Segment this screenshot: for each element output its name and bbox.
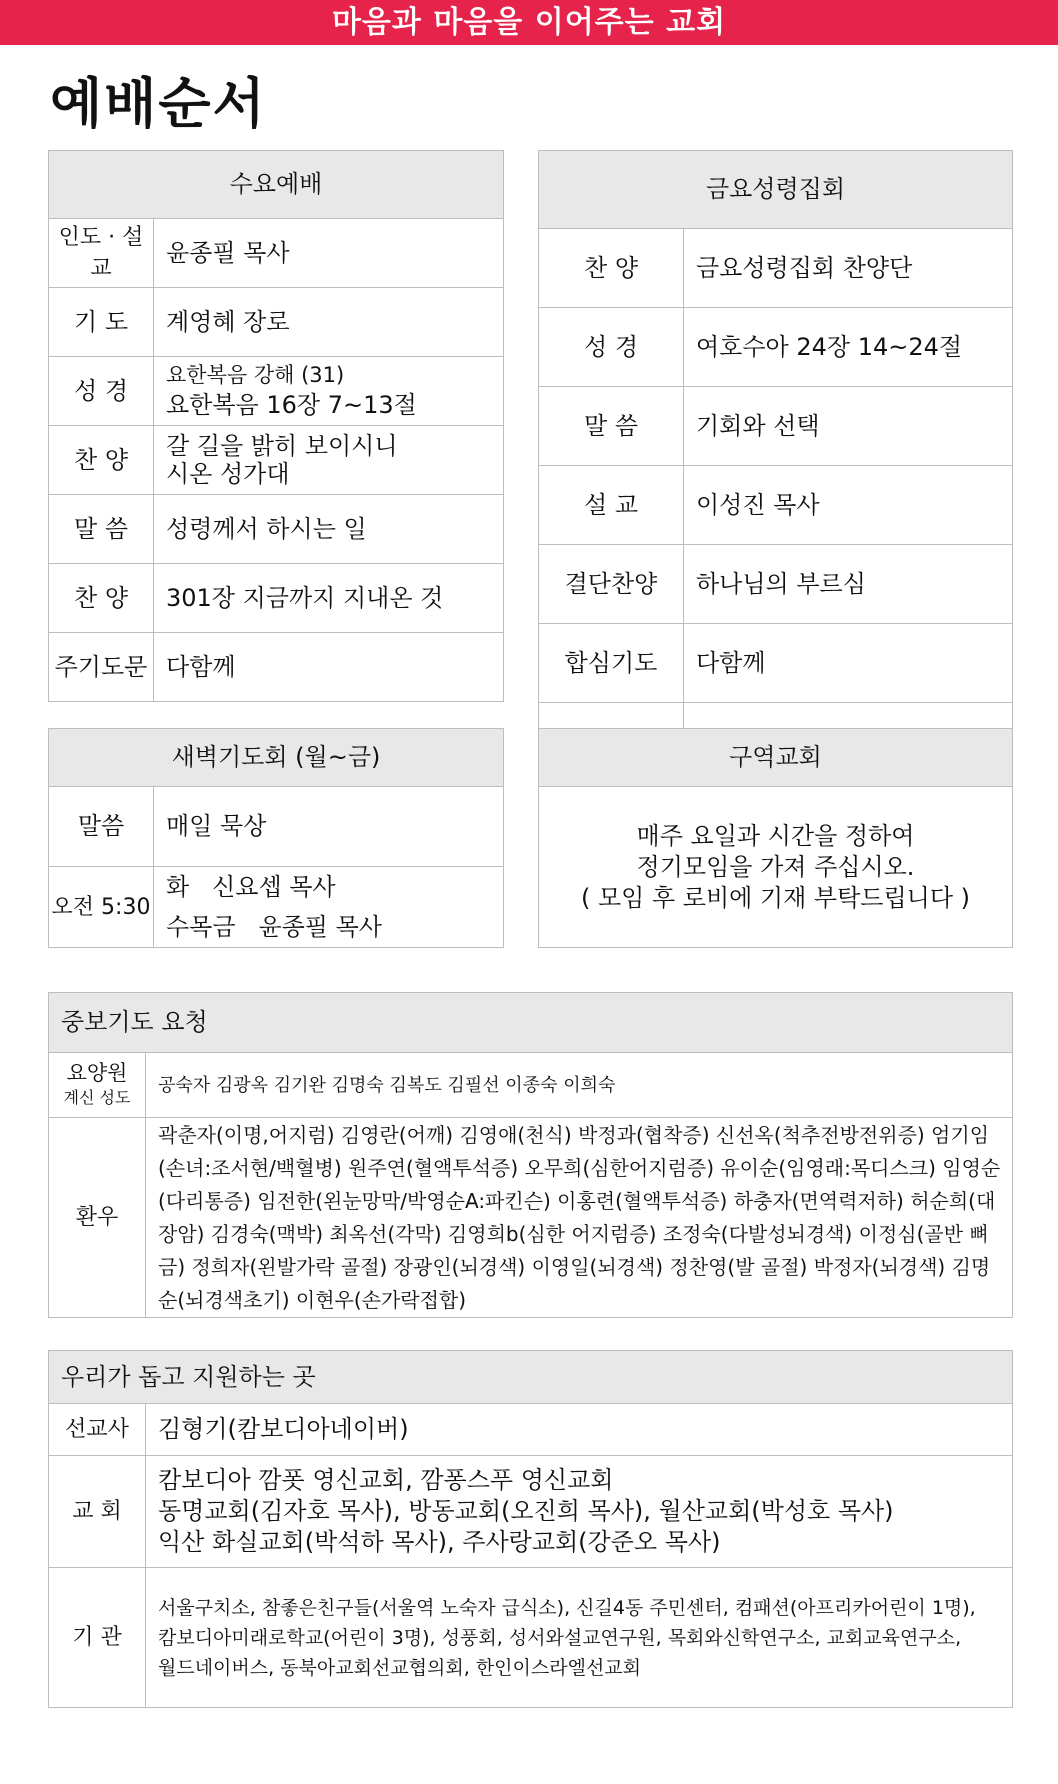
wednesday-service-table [48, 150, 504, 702]
support-title: 우리가 돕고 지원하는 곳 [49, 1351, 1013, 1404]
friday-row-label: 성 경 [539, 308, 684, 387]
friday-row-value: 다함께 [684, 624, 1013, 703]
wednesday-row-label: 성 경 [49, 357, 154, 426]
wednesday-row-label: 주기도문 [49, 633, 154, 702]
friday-row-value: 금요성령집회 찬양단 [684, 229, 1013, 308]
friday-row-label: 합심기도 [539, 624, 684, 703]
district-note: 매주 요일과 시간을 정하여 정기모임을 가져 주십시오. ( 모임 후 로비에 기재 부탁드립니다 ) [539, 787, 1013, 948]
wednesday-row-value: 윤종필 목사 [154, 219, 504, 288]
friday-empty-cell [684, 703, 1013, 731]
intercession-row-value: 공숙자 김광옥 김기완 김명숙 김복도 김필선 이종숙 이희숙 [146, 1053, 1013, 1118]
friday-empty-cell [539, 703, 684, 731]
wednesday-row-label: 찬 양 [49, 564, 154, 633]
intercession-row-value: 곽춘자(이명,어지럼) 김영란(어깨) 김영애(천식) 박정과(협착증) 신선옥(척추전방전위증) 엄기임(손녀:조서현/백혈병) 원주연(혈액투석증) 오무희(심한어지럼증) 유이순(임영래:목디스크) 임영순(다리통증) 임전한(왼눈망막/박영순A:파킨슨) 이홍련(혈액투석증) 하충자(면역력저하) 허순희(대장암) 김경숙(맥박) 최옥선(각막) 김영희b(심한 어지럼증) 조정숙(다발성뇌경색) 이정심(골반 뼈 금) 정희자(왼발가락 골절) 장광인(뇌경색) 이영일(뇌경색) 정찬영(발 골절) 박정자(뇌경색) 김명순(뇌경색초기) 이현우(손가락접합) [146, 1118, 1013, 1318]
friday-row-label: 찬 양 [539, 229, 684, 308]
friday-row-label: 말 씀 [539, 387, 684, 466]
wednesday-row-label: 인도 · 설교 [49, 219, 154, 288]
friday-service-table [538, 150, 1013, 731]
dawn-prayer-table [48, 728, 504, 948]
top-banner: 마음과 마음을 이어주는 교회 [0, 0, 1058, 45]
dawn-row-value: 매일 묵상 [154, 787, 504, 867]
wednesday-title: 수요예배 [49, 151, 504, 219]
intercession-table [48, 992, 1013, 1318]
dawn-row-label: 오전 5:30 [49, 867, 154, 948]
support-row-label: 기 관 [49, 1568, 146, 1708]
support-row-value: 서울구치소, 참좋은친구들(서울역 노숙자 급식소), 신길4동 주민센터, 컴패션(아프리카어린이 1명), 캄보디아미래로학교(어린이 3명), 성풍회, 성서와설교연구원, 목회와신학연구소, 교회교육연구소, 월드네이버스, 동북아교회선교협의회, 한인이스라엘선교회 [146, 1568, 1013, 1708]
wednesday-row-value: 요한복음 강해 (31) 요한복음 16장 7~13절 [154, 357, 504, 426]
friday-row-value: 하나님의 부르심 [684, 545, 1013, 624]
wednesday-row-value: 다함께 [154, 633, 504, 702]
wednesday-row-label: 찬 양 [49, 426, 154, 495]
wednesday-row-value: 301장 지금까지 지내온 것 [154, 564, 504, 633]
intercession-row-label: 요양원 계신 성도 [49, 1053, 146, 1118]
district-church-table [538, 728, 1013, 948]
friday-row-value: 기회와 선택 [684, 387, 1013, 466]
friday-row-label: 설 교 [539, 466, 684, 545]
wednesday-row-value: 성령께서 하시는 일 [154, 495, 504, 564]
intercession-title: 중보기도 요청 [49, 993, 1013, 1053]
page-title: 예배순서 [50, 72, 267, 135]
wednesday-row-value: 갈 길을 밝히 보이시니 시온 성가대 [154, 426, 504, 495]
support-table [48, 1350, 1013, 1708]
friday-row-label: 결단찬양 [539, 545, 684, 624]
friday-title: 금요성령집회 [539, 151, 1013, 229]
dawn-row-label: 말씀 [49, 787, 154, 867]
support-row-value: 캄보디아 깜폿 영신교회, 깜퐁스푸 영신교회 동명교회(김자호 목사), 방동교회(오진희 목사), 월산교회(박성호 목사) 익산 화실교회(박석하 목사), 주사랑교회(강준오 목사) [146, 1456, 1013, 1568]
dawn-row-value: 화 신요셉 목사 수목금 윤종필 목사 [154, 867, 504, 948]
support-row-label: 교 회 [49, 1456, 146, 1568]
wednesday-row-label: 기 도 [49, 288, 154, 357]
intercession-row-label: 환우 [49, 1118, 146, 1318]
dawn-title: 새벽기도회 (월~금) [49, 729, 504, 787]
friday-row-value: 여호수아 24장 14~24절 [684, 308, 1013, 387]
district-title: 구역교회 [539, 729, 1013, 787]
support-row-value: 김형기(캄보디아네이버) [146, 1404, 1013, 1456]
wednesday-row-value: 계영혜 장로 [154, 288, 504, 357]
support-row-label: 선교사 [49, 1404, 146, 1456]
wednesday-row-label: 말 씀 [49, 495, 154, 564]
friday-row-value: 이성진 목사 [684, 466, 1013, 545]
